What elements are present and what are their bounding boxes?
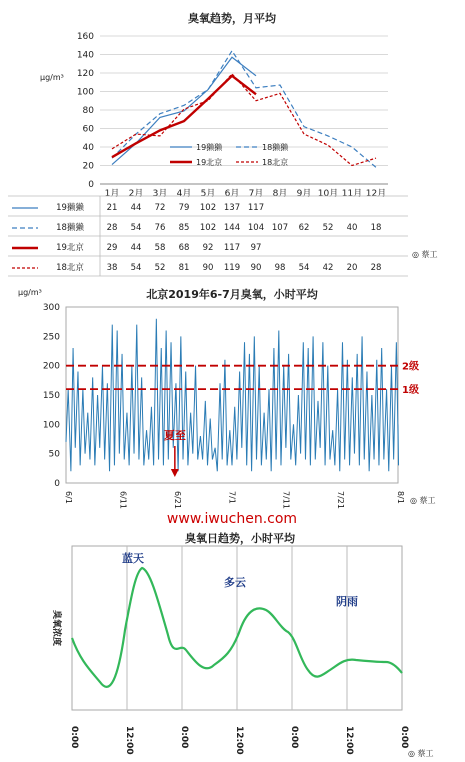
chart1-table-series: 18北京 [56, 263, 84, 273]
chart1-xtick: 4月 [176, 189, 192, 199]
chart3-xtick: 12:00 [344, 726, 354, 755]
chart2-xtick: 6/1 [64, 491, 73, 504]
chart1-xtick: 8月 [272, 189, 288, 199]
chart2-xtick: 7/11 [281, 491, 291, 509]
chart3-annotation: 蓝天 [122, 552, 144, 565]
chart1-table-value: 117 [247, 203, 265, 213]
chart2-xtick: 6/11 [118, 491, 128, 509]
hourly-ozone-chart [0, 283, 465, 510]
chart1-ytick: 80 [82, 106, 94, 116]
chart1-ytick: 20 [82, 161, 94, 172]
chart1-ytick: 60 [82, 124, 94, 135]
watermark-brand: ◎ 蔡工 [412, 250, 438, 259]
chart1-table-value: 54 [130, 263, 142, 273]
chart1-table-value: 58 [154, 243, 166, 253]
chart1-legend-label: 18獭獭 [262, 143, 289, 152]
chart1-ytick: 40 [82, 143, 94, 153]
chart1-table-value: 90 [202, 263, 214, 273]
chart2-ylabel: μg/m³ [18, 288, 42, 297]
chart1-xtick: 12月 [365, 189, 387, 199]
chart1-table-value: 42 [322, 263, 334, 273]
chart1-table-value: 38 [106, 263, 118, 273]
daily-trend-chart [0, 510, 465, 762]
chart1-table-value: 102 [199, 203, 217, 213]
chart3-xtick: 12:00 [234, 726, 244, 755]
chart2-annotation-arrowhead [171, 469, 179, 477]
chart3-xtick: 12:00 [124, 726, 134, 755]
chart1-table-value: 144 [223, 223, 241, 233]
chart1-table-value: 90 [250, 263, 262, 273]
chart1-table-value: 72 [154, 203, 166, 213]
chart1-table-value: 52 [154, 263, 166, 273]
chart1-table-value: 40 [346, 223, 358, 233]
chart1-legend-label: 19獭獭 [196, 143, 223, 152]
chart1-ytick: 120 [76, 69, 94, 79]
chart2-ytick: 100 [42, 420, 60, 431]
chart2-annotation: 夏至 [163, 429, 186, 442]
chart1-table-value: 28 [370, 263, 382, 273]
chart1-table-value: 81 [178, 263, 190, 273]
chart1-legend-label: 18北京 [262, 158, 289, 167]
chart1-table-series: 18獭獭 [56, 223, 84, 233]
chart1-table-value: 76 [154, 223, 166, 233]
chart2-title: 北京2019年6-7月臭氧，小时平均 [146, 288, 318, 301]
chart1-xtick: 3月 [152, 189, 168, 199]
chart1-table-value: 68 [178, 243, 190, 253]
chart1-xtick: 9月 [296, 189, 312, 199]
chart1-table-value: 20 [346, 263, 358, 273]
chart3-ylabel: 臭氧浓度 [51, 609, 61, 647]
chart1-ylabel: μg/m³ [40, 73, 64, 82]
chart1-table-series: 19北京 [56, 243, 84, 253]
chart1-table-value: 104 [247, 223, 265, 233]
chart1-table-value: 18 [370, 223, 382, 233]
chart1-table-series: 19獭獭 [56, 203, 84, 213]
chart1-xtick: 10月 [317, 189, 339, 199]
chart1-table-value: 62 [298, 223, 310, 233]
monthly-ozone-chart [0, 0, 465, 283]
chart1-xtick: 11月 [341, 189, 363, 199]
chart1-table-value: 29 [106, 243, 118, 253]
chart1-table-value: 54 [298, 263, 310, 273]
chart1-series-line [112, 74, 376, 166]
chart1-table-value: 117 [223, 243, 241, 253]
chart1-table-value: 85 [178, 223, 190, 233]
chart3-xtick: 0:00 [179, 726, 189, 749]
chart1-xtick: 2月 [128, 189, 144, 199]
chart2-series-line [66, 319, 399, 472]
chart1-table-value: 44 [130, 203, 142, 213]
chart2-reference-label: 1级 [402, 385, 419, 397]
chart2-xtick: 6/21 [172, 491, 182, 509]
chart1-table-value: 52 [322, 223, 334, 233]
watermark-site: www.iwuchen.com [166, 511, 298, 527]
chart1-ytick: 140 [76, 50, 94, 61]
watermark-brand: ◎ 蔡工 [408, 749, 434, 758]
watermark-brand: ◎ 蔡工 [410, 496, 436, 505]
chart1-title: 臭氧趋势，月平均 [188, 12, 276, 25]
chart1-table-value: 119 [223, 263, 241, 273]
chart1-table-value: 137 [223, 203, 241, 213]
chart1-xtick: 1月 [104, 189, 120, 199]
chart1-table-value: 28 [106, 223, 118, 233]
chart2-xtick: 7/21 [336, 491, 346, 509]
chart2-xtick: 8/1 [396, 491, 405, 504]
chart1-ytick: 100 [76, 87, 94, 98]
chart1-table-value: 102 [199, 223, 217, 233]
chart2-ytick: 50 [48, 449, 60, 460]
chart1-xtick: 6月 [224, 189, 240, 199]
chart1-table-value: 97 [250, 243, 262, 253]
chart3-title: 臭氧日趋势，小时平均 [185, 532, 295, 545]
chart1-series-line [112, 51, 376, 168]
chart2-ytick: 150 [42, 391, 60, 401]
chart1-table-value: 21 [106, 203, 118, 213]
chart1-table-value: 107 [271, 223, 289, 233]
chart1-table-value: 44 [130, 243, 142, 253]
chart3-xtick: 0:00 [399, 726, 409, 749]
chart1-legend-label: 19北京 [196, 158, 223, 167]
chart2-xtick: 7/1 [227, 491, 237, 504]
chart3-xtick: 0:00 [69, 726, 79, 749]
chart1-table-value: 92 [202, 243, 214, 253]
chart2-ytick: 200 [42, 361, 60, 372]
chart1-ytick: 160 [76, 32, 94, 42]
chart1-series-line [112, 76, 256, 157]
chart1-table-value: 54 [130, 223, 142, 233]
chart3-annotation: 阴雨 [336, 595, 358, 608]
chart3-xtick: 0:00 [289, 726, 299, 749]
chart3-annotation: 多云 [224, 576, 246, 589]
chart1-xtick: 7月 [248, 189, 264, 199]
chart1-table-value: 79 [178, 203, 190, 213]
chart1-table-value: 98 [274, 263, 286, 273]
chart2-ytick: 0 [54, 479, 60, 489]
chart2-reference-label: 2级 [402, 361, 419, 373]
chart2-ytick: 300 [42, 303, 60, 313]
chart1-ytick: 0 [88, 180, 94, 190]
chart1-xtick: 5月 [200, 189, 216, 199]
chart2-ytick: 250 [42, 332, 60, 343]
